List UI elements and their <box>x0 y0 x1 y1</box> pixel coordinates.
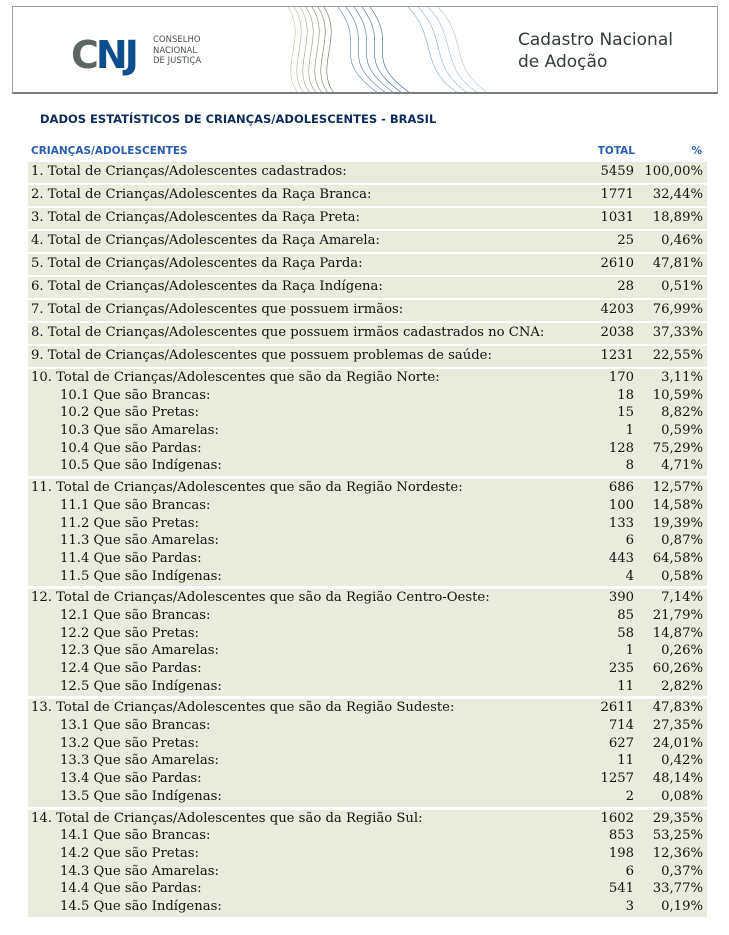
row-percent: 76,99% <box>652 302 703 317</box>
region-total-row <box>28 810 707 828</box>
region-subrow <box>28 660 707 678</box>
row-label: 13.2 Que são Pretas: <box>60 735 199 751</box>
region-total-row <box>28 589 707 607</box>
row-total: 170 <box>608 370 634 385</box>
row-total: 8 <box>625 458 634 474</box>
row-percent: 0,87% <box>661 533 703 549</box>
decorative-wave-graphic <box>268 7 518 93</box>
row-percent: 22,55% <box>652 348 703 363</box>
table-row <box>28 323 707 344</box>
row-label: 10. Total de Crianças/Adolescentes que são da Região Norte: <box>31 370 440 385</box>
system-title <box>518 29 673 73</box>
row-percent: 0,37% <box>661 863 703 879</box>
region-subrow <box>28 625 707 643</box>
row-percent: 0,46% <box>661 233 703 248</box>
column-header-percent: % <box>691 145 702 157</box>
row-label: 9. Total de Crianças/Adolescentes que possuem problemas de saúde: <box>31 348 492 363</box>
region-subrow <box>28 717 707 735</box>
region-subrow <box>28 898 707 916</box>
row-label: 10.2 Que são Pretas: <box>60 405 199 421</box>
row-percent: 0,51% <box>661 279 703 294</box>
row-percent: 0,19% <box>661 898 703 914</box>
row-total: 2610 <box>600 256 634 271</box>
row-label: 12.3 Que são Amarelas: <box>60 643 219 659</box>
row-label: 14.4 Que são Pardas: <box>60 881 202 897</box>
row-total: 541 <box>608 881 634 897</box>
page-header <box>12 6 718 94</box>
logo-line: CONSELHO <box>153 35 201 45</box>
table-row <box>28 277 707 298</box>
row-label: 13.5 Que são Indígenas: <box>60 788 222 804</box>
row-label: 12. Total de Crianças/Adolescentes que são da Região Centro-Oeste: <box>31 590 490 606</box>
region-subrow <box>28 497 707 515</box>
row-label: 11. Total de Crianças/Adolescentes que são da Região Nordeste: <box>31 480 463 496</box>
region-subrow <box>28 770 707 788</box>
row-percent: 75,29% <box>652 440 703 456</box>
row-label: 12.4 Que são Pardas: <box>60 661 202 676</box>
region-subrow <box>28 752 707 770</box>
region-group-sul <box>28 810 707 917</box>
system-title-line: de Adoção <box>518 52 608 72</box>
region-subrow <box>28 387 707 405</box>
row-total: 2038 <box>600 325 634 340</box>
cnj-logo <box>71 33 136 77</box>
row-percent: 60,26% <box>652 661 703 676</box>
row-percent: 33,77% <box>652 881 703 897</box>
row-total: 443 <box>608 550 634 566</box>
row-total: 133 <box>608 515 634 531</box>
row-percent: 10,59% <box>652 387 703 403</box>
row-total: 6 <box>625 533 634 549</box>
row-label: 11.4 Que são Pardas: <box>60 550 202 566</box>
row-label: 4. Total de Crianças/Adolescentes da Raça Amarela: <box>31 233 380 248</box>
logo-line: DE JUSTIÇA <box>153 56 202 66</box>
page-title: DADOS ESTATÍSTICOS DE CRIANÇAS/ADOLESCENTES - BRASIL <box>40 112 437 126</box>
region-total-row <box>28 699 707 717</box>
row-label: 11.2 Que são Pretas: <box>60 515 199 531</box>
row-percent: 100,00% <box>644 164 703 179</box>
region-subrow <box>28 568 707 586</box>
region-subrow <box>28 532 707 550</box>
row-label: 12.5 Que são Indígenas: <box>60 678 222 694</box>
row-label: 13.3 Que são Amarelas: <box>60 753 219 769</box>
row-total: 85 <box>617 607 634 623</box>
table-row <box>28 208 707 229</box>
row-label: 14.5 Que são Indígenas: <box>60 898 222 914</box>
region-subrow <box>28 550 707 568</box>
row-total: 2 <box>625 788 634 804</box>
table-row <box>28 185 707 206</box>
region-group-norte <box>28 369 707 476</box>
row-total: 4 <box>625 568 634 584</box>
row-total: 1 <box>625 643 634 659</box>
row-label: 8. Total de Crianças/Adolescentes que possuem irmãos cadastrados no CNA: <box>31 325 545 340</box>
row-total: 2611 <box>600 700 634 716</box>
row-total: 1 <box>625 423 634 439</box>
row-label: 10.1 Que são Brancas: <box>60 387 211 403</box>
table-row <box>28 231 707 252</box>
row-total: 18 <box>617 387 634 403</box>
region-group-nordeste <box>28 479 707 586</box>
statistics-table <box>28 162 707 920</box>
region-subrow <box>28 827 707 845</box>
row-total: 3 <box>625 898 634 914</box>
row-label: 14.2 Que são Pretas: <box>60 845 199 861</box>
row-total: 627 <box>608 735 634 751</box>
region-subrow <box>28 607 707 625</box>
row-label: 14.3 Que são Amarelas: <box>60 863 219 879</box>
region-subrow <box>28 863 707 881</box>
row-percent: 12,57% <box>652 480 703 496</box>
row-total: 1031 <box>600 210 634 225</box>
row-label: 13.4 Que são Pardas: <box>60 771 202 787</box>
column-header-total: TOTAL <box>597 145 635 157</box>
row-percent: 12,36% <box>652 845 703 861</box>
table-row <box>28 300 707 321</box>
table-row <box>28 254 707 275</box>
row-label: 5. Total de Crianças/Adolescentes da Raça Parda: <box>31 256 363 271</box>
row-percent: 0,58% <box>661 568 703 584</box>
row-percent: 0,42% <box>661 753 703 769</box>
row-label: 11.5 Que são Indígenas: <box>60 568 222 584</box>
row-total: 714 <box>608 718 634 734</box>
region-subrow <box>28 422 707 440</box>
row-label: 3. Total de Crianças/Adolescentes da Raça Preta: <box>31 210 360 225</box>
row-percent: 53,25% <box>652 828 703 844</box>
row-total: 58 <box>617 625 634 641</box>
region-group-centro-oeste <box>28 589 707 696</box>
row-total: 1231 <box>600 348 634 363</box>
table-row <box>28 346 707 367</box>
row-label: 14. Total de Crianças/Adolescentes que são da Região Sul: <box>31 810 423 826</box>
row-percent: 47,81% <box>652 256 703 271</box>
region-group-sudeste <box>28 699 707 806</box>
row-percent: 21,79% <box>652 607 703 623</box>
row-percent: 48,14% <box>652 771 703 787</box>
row-total: 25 <box>617 233 634 248</box>
row-total: 686 <box>608 480 634 496</box>
row-percent: 0,26% <box>661 643 703 659</box>
row-total: 235 <box>608 661 634 676</box>
row-percent: 29,35% <box>652 810 703 826</box>
cnj-logo-text <box>153 35 201 67</box>
row-total: 4203 <box>600 302 634 317</box>
region-subrow <box>28 678 707 696</box>
row-total: 390 <box>608 590 634 606</box>
row-label: 10.3 Que são Amarelas: <box>60 423 219 439</box>
row-label: 10.4 Que são Pardas: <box>60 440 202 456</box>
logo-line: NACIONAL <box>153 45 198 56</box>
cnj-logo-mark: CNJ <box>71 33 136 77</box>
region-total-row <box>28 369 707 387</box>
table-header <box>28 145 707 159</box>
row-label: 2. Total de Crianças/Adolescentes da Raça Branca: <box>31 187 372 202</box>
row-percent: 24,01% <box>652 735 703 751</box>
region-subrow <box>28 788 707 806</box>
region-subrow <box>28 404 707 422</box>
row-total: 6 <box>625 863 634 879</box>
region-subrow <box>28 515 707 533</box>
row-percent: 0,59% <box>661 423 703 439</box>
region-subrow <box>28 735 707 753</box>
row-percent: 2,82% <box>661 678 703 694</box>
row-total: 853 <box>608 828 634 844</box>
row-total: 100 <box>608 497 634 513</box>
row-percent: 3,11% <box>661 370 703 385</box>
row-label: 7. Total de Crianças/Adolescentes que possuem irmãos: <box>31 302 404 317</box>
row-total: 1257 <box>600 771 634 787</box>
row-total: 15 <box>617 405 634 421</box>
row-percent: 64,58% <box>652 550 703 566</box>
row-percent: 18,89% <box>652 210 703 225</box>
row-percent: 32,44% <box>652 187 703 202</box>
row-label: 6. Total de Crianças/Adolescentes da Raça Indígena: <box>31 279 383 294</box>
row-total: 11 <box>617 753 634 769</box>
region-subrow <box>28 457 707 475</box>
row-percent: 7,14% <box>661 590 703 606</box>
row-percent: 19,39% <box>652 515 703 531</box>
row-total: 128 <box>608 440 634 456</box>
row-label: 10.5 Que são Indígenas: <box>60 458 222 474</box>
row-total: 198 <box>608 845 634 861</box>
row-percent: 27,35% <box>652 718 703 734</box>
row-percent: 47,83% <box>652 700 703 716</box>
row-percent: 4,71% <box>661 458 703 474</box>
region-subrow <box>28 440 707 458</box>
row-percent: 8,82% <box>661 405 703 421</box>
row-label: 11.1 Que são Brancas: <box>60 497 211 513</box>
region-subrow <box>28 845 707 863</box>
row-label: 12.1 Que são Brancas: <box>60 607 211 623</box>
row-label: 14.1 Que são Brancas: <box>60 828 211 844</box>
region-subrow <box>28 642 707 660</box>
column-header-label: CRIANÇAS/ADOLESCENTES <box>31 145 188 157</box>
row-label: 1. Total de Crianças/Adolescentes cadastrados: <box>31 164 347 179</box>
row-percent: 14,58% <box>652 497 703 513</box>
row-total: 5459 <box>600 164 634 179</box>
row-total: 28 <box>617 279 634 294</box>
row-total: 1771 <box>600 187 634 202</box>
region-subrow <box>28 880 707 898</box>
row-label: 11.3 Que são Amarelas: <box>60 533 219 549</box>
table-row <box>28 162 707 183</box>
row-label: 13.1 Que são Brancas: <box>60 718 211 734</box>
row-percent: 14,87% <box>652 625 703 641</box>
row-total: 1602 <box>600 810 634 826</box>
row-percent: 37,33% <box>652 325 703 340</box>
row-total: 11 <box>617 678 634 694</box>
system-title-line: Cadastro Nacional <box>518 30 673 50</box>
row-percent: 0,08% <box>661 788 703 804</box>
row-label: 12.2 Que são Pretas: <box>60 625 199 641</box>
region-total-row <box>28 479 707 497</box>
row-label: 13. Total de Crianças/Adolescentes que são da Região Sudeste: <box>31 700 455 716</box>
